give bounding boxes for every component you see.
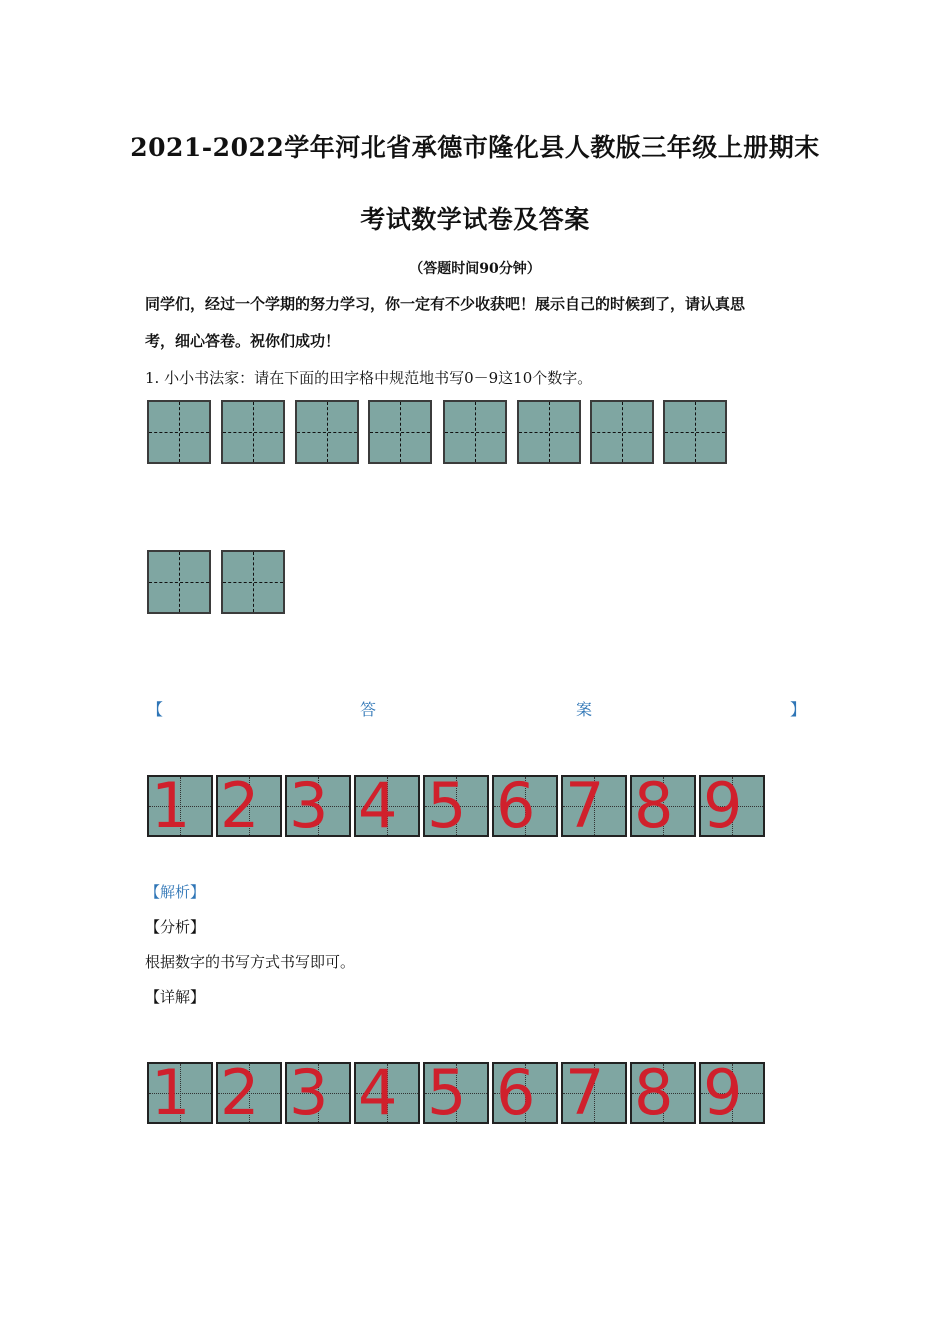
digit: 8 bbox=[634, 1056, 674, 1129]
answer-bracket-open: 【 bbox=[147, 700, 164, 719]
xiangjie-label: 【详解】 bbox=[145, 988, 206, 1006]
writing-grid bbox=[147, 550, 211, 614]
digit-cell bbox=[285, 769, 351, 842]
writing-grid bbox=[147, 400, 211, 464]
question-1: 1. 小小书法家：请在下面的田字格中规范地书写0－9这10个数字。 bbox=[145, 369, 593, 387]
document-title-line1: 2021-2022学年河北省承德市隆化县人教版三年级上册期末 bbox=[130, 133, 820, 162]
writing-grid bbox=[443, 400, 507, 464]
digit: 3 bbox=[289, 769, 329, 842]
digit: 2 bbox=[220, 1056, 260, 1129]
digit: 7 bbox=[565, 1056, 605, 1129]
digit-cell bbox=[147, 769, 213, 842]
jiexi-label: 【解析】 bbox=[145, 883, 206, 901]
digit-cell bbox=[630, 769, 696, 842]
time-note: （答题时间90分钟） bbox=[409, 261, 541, 277]
digit-cell bbox=[354, 769, 420, 842]
digit: 7 bbox=[565, 769, 605, 842]
digit-cell bbox=[423, 769, 489, 842]
digit-cell bbox=[216, 769, 282, 842]
writing-grid bbox=[368, 400, 432, 464]
digit: 8 bbox=[634, 769, 674, 842]
writing-grid bbox=[663, 400, 727, 464]
digit: 1 bbox=[151, 1056, 191, 1129]
intro-line2: 考，细心答卷。祝你们成功！ bbox=[145, 332, 341, 350]
answer-char-1: 答 bbox=[360, 700, 377, 719]
digit: 1 bbox=[151, 769, 191, 842]
digit: 6 bbox=[496, 1056, 536, 1129]
digit: 5 bbox=[427, 769, 467, 842]
digit-cell bbox=[492, 769, 558, 842]
digit: 4 bbox=[358, 769, 398, 842]
writing-grid bbox=[221, 400, 285, 464]
digit: 2 bbox=[220, 769, 260, 842]
digit: 3 bbox=[289, 1056, 329, 1129]
document-title-line2: 考试数学试卷及答案 bbox=[360, 205, 590, 234]
writing-grid bbox=[517, 400, 581, 464]
writing-grid bbox=[295, 400, 359, 464]
digit-cell bbox=[216, 1056, 282, 1129]
writing-grid bbox=[590, 400, 654, 464]
digit-cell bbox=[561, 1056, 627, 1129]
digit: 9 bbox=[703, 1056, 743, 1129]
digit: 6 bbox=[496, 769, 536, 842]
fenxi-label: 【分析】 bbox=[145, 918, 206, 936]
digit-cell bbox=[561, 769, 627, 842]
digit-cell bbox=[630, 1056, 696, 1129]
digit-cell bbox=[699, 1056, 765, 1129]
digit: 4 bbox=[358, 1056, 398, 1129]
digit-cell bbox=[423, 1056, 489, 1129]
digit: 5 bbox=[427, 1056, 467, 1129]
digit-cell bbox=[354, 1056, 420, 1129]
answer-char-2: 案 bbox=[576, 700, 593, 719]
intro-line1: 同学们，经过一个学期的努力学习，你一定有不少收获吧！展示自己的时候到了，请认真思 bbox=[145, 295, 746, 313]
fenxi-text: 根据数字的书写方式书写即可。 bbox=[145, 953, 356, 971]
digit: 9 bbox=[703, 769, 743, 842]
digit-cell bbox=[147, 1056, 213, 1129]
digit-cell bbox=[699, 769, 765, 842]
digit-cell bbox=[285, 1056, 351, 1129]
writing-grid bbox=[221, 550, 285, 614]
answer-bracket-close: 】 bbox=[790, 700, 807, 719]
digit-cell bbox=[492, 1056, 558, 1129]
